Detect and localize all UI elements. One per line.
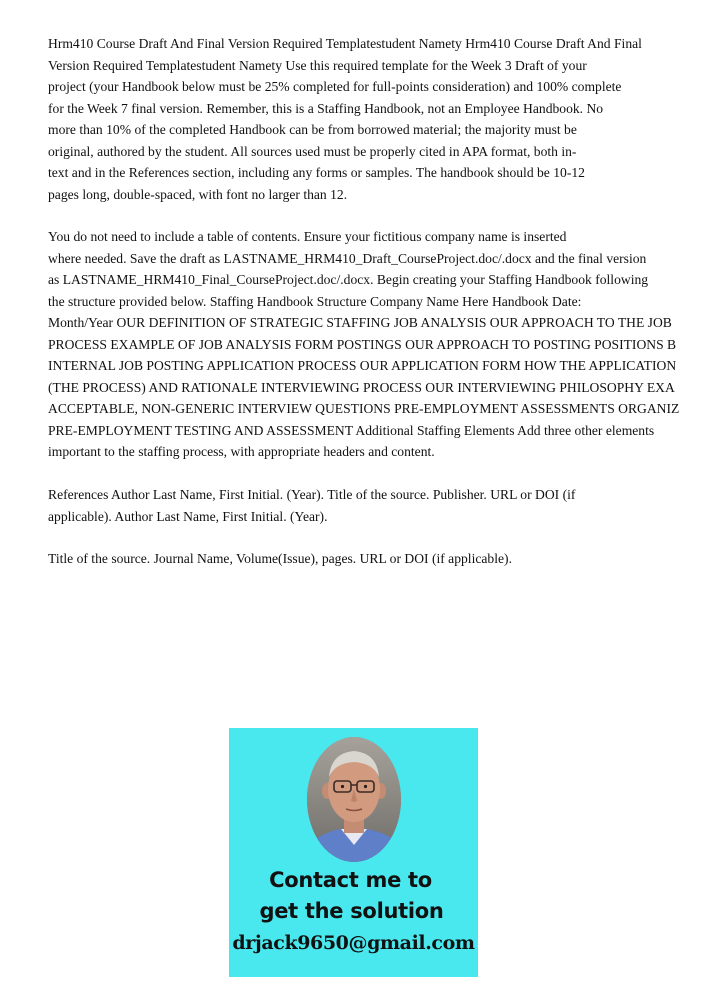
text-line: PRE-EMPLOYMENT TESTING AND ASSESSMENT Additional Staffing Elements Add three other elements [48,423,655,438]
text-line: applicable). Author Last Name, First Initial. (Year). [48,509,328,524]
advert-headline-line-1: Contact me to [269,868,432,892]
text-line: as LASTNAME_HRM410_Final_CourseProject.doc/.docx. Begin creating your Staffing Handbook following [48,272,649,287]
text-line: Hrm410 Course Draft And Final Version Required Templatestudent Namety Hrm410 Course Draft And Final [48,36,642,51]
text-line: the structure provided below. Staffing Handbook Structure Company Name Here Handbook Date: [48,294,582,309]
text-line: original, authored by the student. All sources used must be properly cited in APA format, both in- [48,144,577,159]
text-line: more than 10% of the completed Handbook can be from borrowed material; the majority must be [48,122,577,137]
text-line: Month/Year OUR DEFINITION OF STRATEGIC STAFFING JOB ANALYSIS OUR APPROACH TO THE JOB [48,315,672,330]
person-portrait-icon [307,737,401,862]
text-line: You do not need to include a table of contents. Ensure your fictitious company name is inserted [48,229,567,244]
text-line: where needed. Save the draft as LASTNAME_HRM410_Draft_CourseProject.doc/.docx and the final version [48,251,647,266]
text-line: PROCESS EXAMPLE OF JOB ANALYSIS FORM POSTINGS OUR APPROACH TO POSTING POSITIONS B [48,337,677,352]
advert-email-link[interactable]: drjack9650@gmail.com [232,932,475,954]
text-line: ACCEPTABLE, NON-GENERIC INTERVIEW QUESTIONS PRE-EMPLOYMENT ASSESSMENTS ORGANIZ [48,401,680,416]
text-line: Title of the source. Journal Name, Volume(Issue), pages. URL or DOI (if applicable). [48,551,512,566]
text-line: important to the staffing process, with appropriate headers and content. [48,444,435,459]
portrait-photo [307,737,401,862]
text-line: pages long, double-spaced, with font no larger than 12. [48,187,348,202]
text-line: References Author Last Name, First Initial. (Year). Title of the source. Publisher. URL or DOI (if [48,487,576,502]
text-line: for the Week 7 final version. Remember, this is a Staffing Handbook, not an Employee Handbook. No [48,101,604,116]
text-line: Version Required Templatestudent Namety Use this required template for the Week 3 Draft of your [48,58,587,73]
text-line: (THE PROCESS) AND RATIONALE INTERVIEWING PROCESS OUR INTERVIEWING PHILOSOPHY EXA [48,380,675,395]
contact-advert[interactable] [229,728,478,977]
text-line: INTERNAL JOB POSTING APPLICATION PROCESS OUR APPLICATION FORM HOW THE APPLICATION [48,358,677,373]
advert-headline-line-2: get the solution [259,899,444,923]
text-line: text and in the References section, including any forms or samples. The handbook should be 10-12 [48,165,585,180]
text-line: project (your Handbook below must be 25% completed for full-points consideration) and 100% complete [48,79,622,94]
